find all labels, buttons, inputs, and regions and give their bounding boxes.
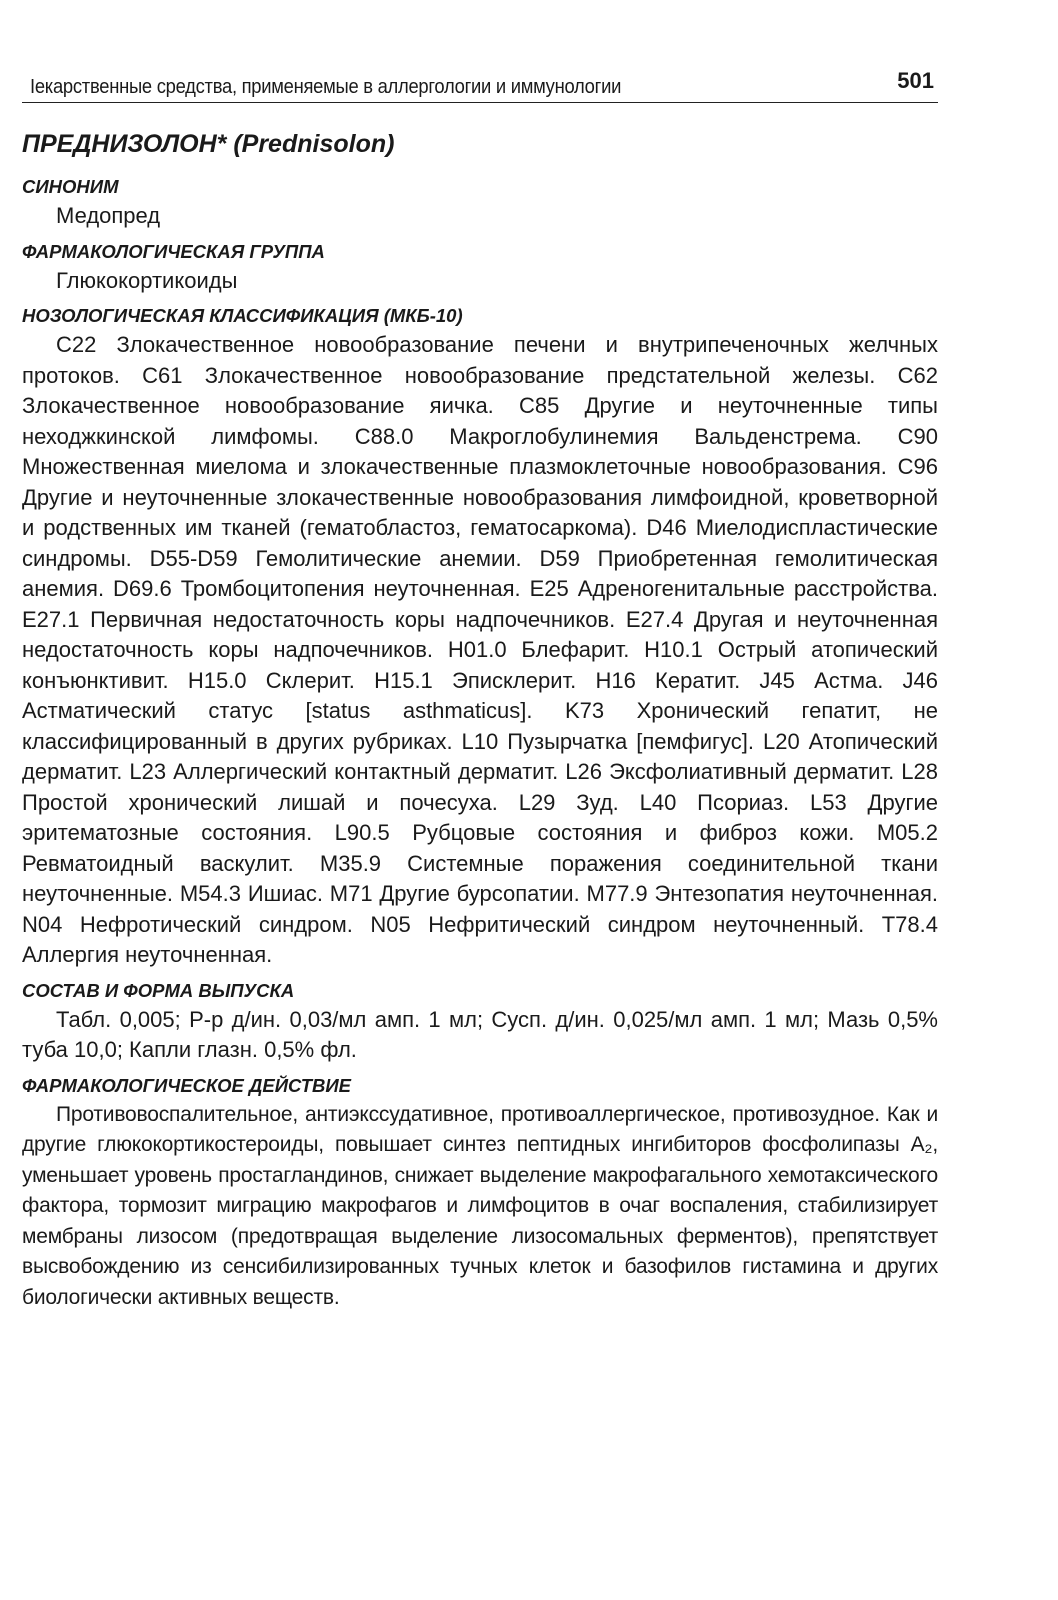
drug-title: ПРЕДНИЗОЛОН* (Prednisolon) xyxy=(22,130,395,158)
running-title: Iекарственные средства, применяемые в аллергологии и иммунологии xyxy=(30,76,622,98)
composition-text: Табл. 0,005; Р-р д/ин. 0,03/мл амп. 1 мл; Сусп. д/ин. 0,025/мл амп. 1 мл; Мазь 0,5% туба 10,0; Капли глазн. 0,5% фл. xyxy=(22,1006,938,1062)
page-number: 501 xyxy=(897,68,934,93)
book-page xyxy=(22,62,938,1314)
nosology-text: C22 Злокачественное новообразование печени и внутрипеченочных желчных протоков. C61 Злокачественное новообразование предстательной железы. C62 Злокачественное новообразование яичка. C85 Другие и неуточненные типы неходжкинской лимфомы. C88.0 Макроглобулинемия Вальденстрема. C90 Множественная миелома и злокачественные плазмоклеточные новообразования. C96 Другие и неуточненные злокачественные новообразования лимфоидной, кроветворной и родственных им тканей (гематобластоз, гематосаркома). D46 Миелодиспластические синдромы. D55-D59 Гемолитические анемии. D59 Приобретенная гемолитическая анемия. D69.6 Тромбоцитопения неуточненная. E25 Адреногенитальные расстройства. E27.1 Первичная недостаточность коры надпочечников. E27.4 Другая и неуточненная недостаточность коры надпочечников. H01.0 Блефарит. H10.1 Острый атопический конъюнктивит. H15.0 Склерит. H15.1 Эписклерит. H16 Кератит. J45 Астма. J46 Астматический статус [status asthmaticus]. K73 Хронический гепатит, не классифицированный в других рубриках. L10 Пузырчатка [пемфигус]. L20 Атопический дерматит. L23 Аллергический контактный дерматит. L26 Эксфолиативный дерматит. L28 Простой хронический лишай и почесуха. L29 Зуд. L40 Псориаз. L53 Другие эритематозные состояния. L90.5 Рубцовые состояния и фиброз кожи. M05.2 Ревматоидный васкулит. M35.9 Системные поражения соединительной ткани неуточненные. M54.3 Ишиас. M71 Другие бурсопатии. M77.9 Энтезопатия неуточненная. N04 Нефротический синдром. N05 Нефритический синдром неуточненный. T78.4 Аллергия неуточненная. xyxy=(22,332,938,967)
synonym-text: Медопред xyxy=(56,203,161,228)
action-heading: ФАРМАКОЛОГИЧЕСКОЕ ДЕЙСТВИЕ xyxy=(22,1074,352,1096)
running-header xyxy=(22,62,938,103)
action-text: Противовоспалительное, антиэкссудативное, противоаллергическое, противозудное. Как и другие глюкокортикостероиды, повышает синтез пептидных ингибиторов фосфолипазы A₂, уменьшает уровень простагландинов, снижает выделение макрофагального хемотаксического фактора, тормозит миграцию макрофагов и лимфоцитов в очаг воспаления, стабилизирует мембраны лизосом (предотвращая выделение лизосомальных ферментов), препятствует высвобождению из сенсибилизированных тучных клеток и базофилов гистамина и других биологически активных веществ. xyxy=(22,1102,938,1310)
nosology-heading: НОЗОЛОГИЧЕСКАЯ КЛАССИФИКАЦИЯ (МКБ-10) xyxy=(22,305,463,326)
synonym-heading: СИНОНИМ xyxy=(22,176,119,197)
pharm-group-text: Глюкокортикоиды xyxy=(56,267,238,293)
composition-heading: СОСТАВ И ФОРМА ВЫПУСКА xyxy=(22,979,295,1001)
pharm-group-heading: ФАРМАКОЛОГИЧЕСКАЯ ГРУППА xyxy=(22,240,325,262)
